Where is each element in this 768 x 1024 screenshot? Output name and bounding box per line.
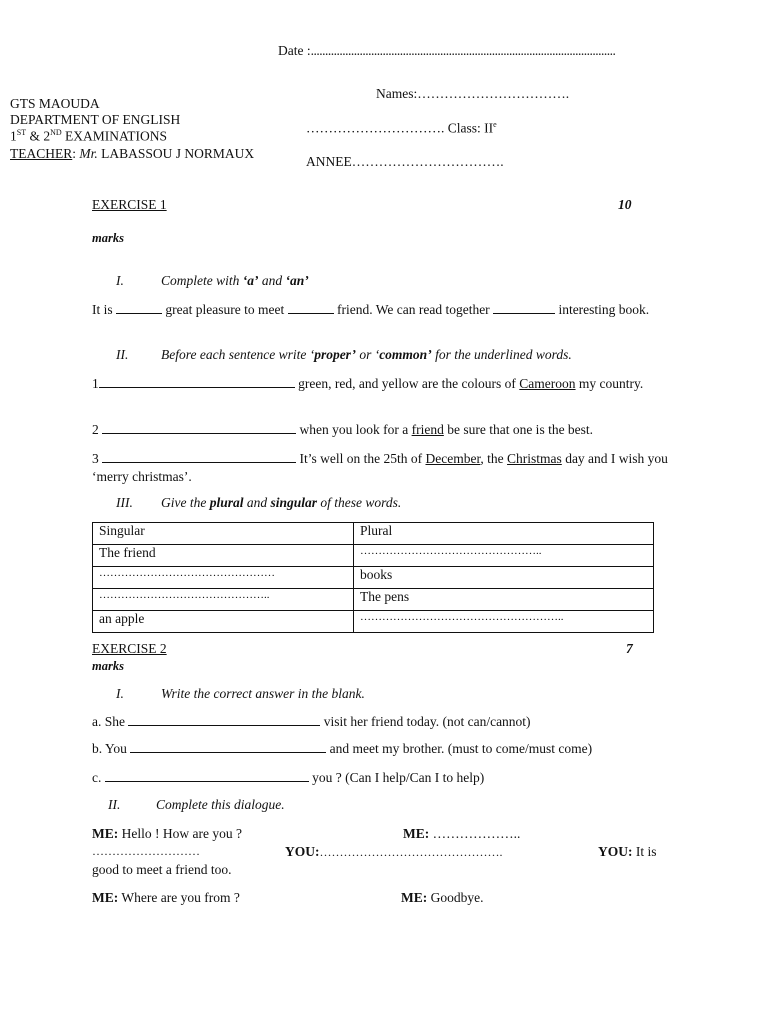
- date-dots: ..........................................................................................................: [310, 43, 616, 58]
- exercise1-points: 10: [618, 197, 632, 212]
- answer-blank-a[interactable]: [128, 715, 320, 726]
- blank-2[interactable]: [288, 303, 334, 314]
- plural-cell[interactable]: ………………………………………………..: [354, 611, 654, 633]
- dialogue-line-2b: YOU:……………………………………….: [285, 844, 503, 859]
- plural-cell[interactable]: books: [354, 567, 654, 589]
- names-field: [376, 86, 569, 102]
- dialogue-line-4a: ME: Where are you from ?: [92, 890, 240, 905]
- answer-blank-3[interactable]: [102, 452, 296, 463]
- exercise1-marks: marks: [92, 231, 124, 245]
- ex1-section3-instruction: III. Give the plural and singular of these words.: [116, 495, 402, 510]
- blank-3[interactable]: [493, 303, 555, 314]
- teacher-name: LABASSOU J NORMAUX: [97, 146, 255, 161]
- singular-header: Singular: [93, 523, 354, 545]
- annee-dots: …………………………….: [351, 154, 504, 169]
- blank-1[interactable]: [116, 303, 162, 314]
- table-row: [93, 611, 654, 633]
- annee-label: ANNEE: [306, 154, 352, 169]
- teacher-line: TEACHER: Mr. LABASSOU J NORMAUX: [10, 146, 255, 161]
- answer-blank-b[interactable]: [130, 742, 326, 753]
- exercise2-marks: marks: [92, 659, 124, 673]
- dialogue-line-2a[interactable]: ………………………: [92, 844, 200, 858]
- plural-singular-table: [92, 522, 654, 633]
- exercise2-points: 7: [626, 641, 633, 656]
- ex1-section1-instruction: I. Complete with ‘a’ and ‘an’: [116, 273, 309, 288]
- ex2-question-a: a. She visit her friend today. (not can/cannot): [92, 714, 531, 729]
- department-name: DEPARTMENT OF ENGLISH: [10, 112, 181, 127]
- class-label: Class: II: [444, 120, 494, 136]
- ex2-section2-instruction: II. Complete this dialogue.: [108, 797, 285, 812]
- names-dots: …………………………….: [417, 86, 570, 101]
- dialogue-line-1b: ME: ………………..: [403, 826, 521, 841]
- school-name: GTS MAOUDA: [10, 96, 100, 111]
- table-header-row: [93, 523, 654, 545]
- table-row: [93, 589, 654, 611]
- annee-field: [306, 154, 504, 170]
- singular-cell[interactable]: …………………………………………: [93, 567, 354, 589]
- singular-cell[interactable]: The friend: [93, 545, 354, 567]
- table-row: [93, 567, 654, 589]
- ex1-section2-instruction: II. Before each sentence write ‘proper’ or ‘common’ for the underlined words.: [116, 347, 572, 362]
- ex1-sentence-1: 1 green, red, and yellow are the colours of Cameroon my country.: [92, 376, 644, 391]
- class-dots: ………………………….: [306, 120, 445, 136]
- answer-blank-2[interactable]: [102, 423, 296, 434]
- ex2-section1-instruction: I. Write the correct answer in the blank.: [116, 686, 365, 701]
- ex1-sentence-2: 2 when you look for a friend be sure that one is the best.: [92, 422, 594, 437]
- plural-header: Plural: [354, 523, 654, 545]
- ex2-question-b: b. You and meet my brother. (must to come/must come): [92, 741, 593, 756]
- answer-blank-1[interactable]: [99, 377, 295, 388]
- dialogue-line-3: good to meet a friend too.: [92, 862, 232, 877]
- ex1-section1-text: It is great pleasure to meet friend. We can read together interesting book.: [92, 302, 650, 317]
- dialogue-line-4b: ME: Goodbye.: [401, 890, 484, 905]
- date-line: [278, 43, 615, 59]
- class-field: …………………………. Class: IIe: [306, 120, 497, 136]
- names-label: Names:: [376, 86, 418, 101]
- dialogue-line-2c: YOU: It is: [598, 844, 657, 859]
- exercise1-title: EXERCISE 1: [92, 197, 167, 212]
- date-label: Date :: [278, 43, 311, 58]
- ex2-question-c: c. you ? (Can I help/Can I to help): [92, 770, 485, 785]
- table-row: [93, 545, 654, 567]
- plural-cell[interactable]: …………………………………………..: [354, 545, 654, 567]
- singular-cell[interactable]: an apple: [93, 611, 354, 633]
- ex1-sentence-3: 3 It’s well on the 25th of December, the Christmas day and I wish you ‘merry christmas’.: [92, 451, 668, 484]
- teacher-label: TEACHER: [10, 146, 73, 161]
- answer-blank-c[interactable]: [105, 771, 309, 782]
- plural-cell[interactable]: The pens: [354, 589, 654, 611]
- exam-title: 1ST & 2ND EXAMINATIONS: [10, 128, 168, 144]
- dialogue-line-1a: ME: Hello ! How are you ?: [92, 826, 242, 841]
- exercise2-title: EXERCISE 2: [92, 641, 167, 656]
- singular-cell[interactable]: ………………………………………..: [93, 589, 354, 611]
